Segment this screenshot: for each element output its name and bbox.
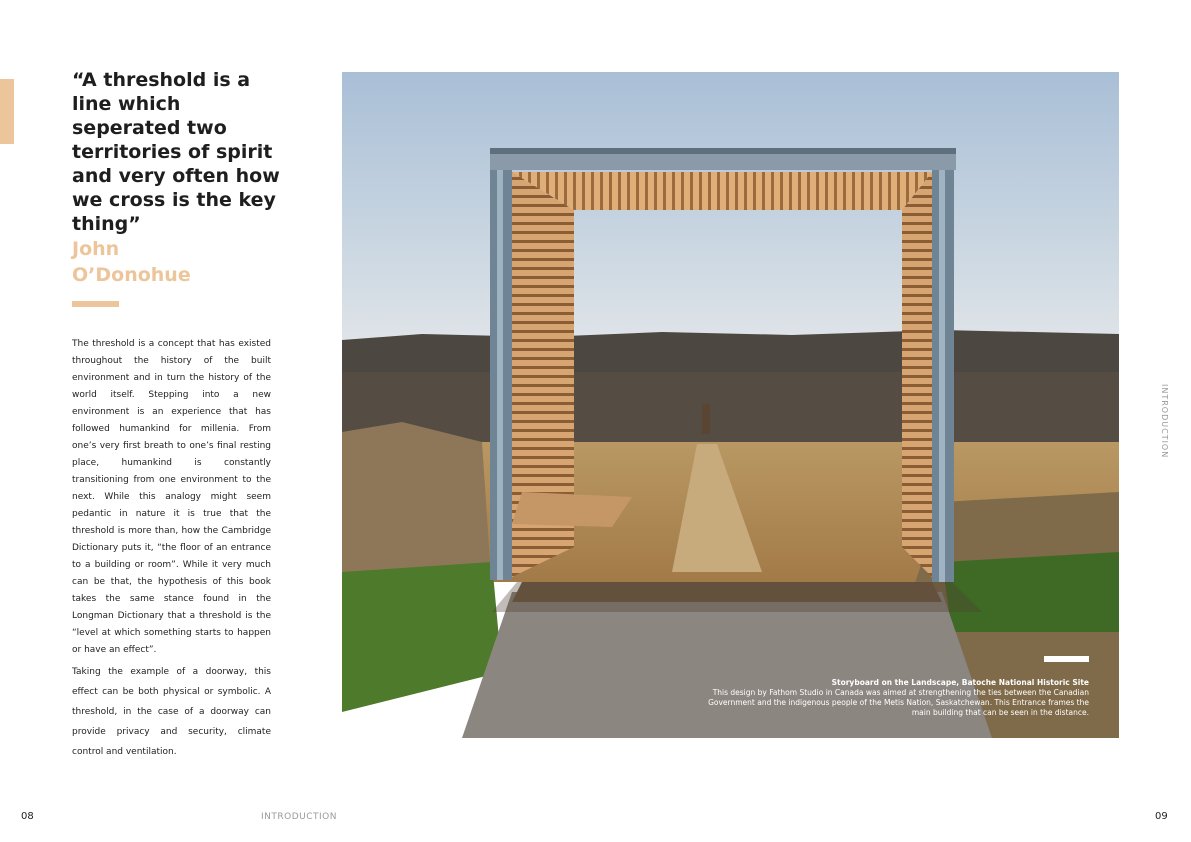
- accent-rule: [72, 301, 119, 307]
- author-first-name: John: [72, 238, 120, 260]
- footer-section-label: INTRODUCTION: [261, 812, 337, 822]
- photo-caption: [689, 678, 1089, 718]
- threshold-photo: [342, 72, 1119, 738]
- body-paragraph-1: The threshold is a concept that has existed throughout the history of the built environment and in turn the history of the world itself. Stepping into a new environment is an experience that has followed humankind for millenia. From one’s very first breath to one’s final resting place, humankind is constantly transitioning from one environment to the next. While this analogy might seem pedantic in nature it is true that the threshold is more than, how the Cambridge Dictionary puts it, “the floor of an entrance to a building or room”. While it very much can be that, the hypothesis of this book takes the same stance found in the Longman Dictionary that a threshold is the “level at which something starts to happen or have an effect”.: [72, 339, 271, 655]
- left-page-number: 08: [21, 811, 34, 822]
- section-side-label: INTRODUCTION: [1160, 384, 1169, 459]
- landscape-gate-illustration: [342, 72, 1119, 738]
- right-page-number: 09: [1155, 811, 1168, 822]
- caption-accent-bar: [1044, 656, 1089, 662]
- author-last-name: O’Donohue: [72, 264, 191, 286]
- body-paragraph-2: Taking the example of a doorway, this effect can be both physical or symbolic. A threshold, in the case of a doorway can provide privacy and security, climate control and ventilation.: [72, 667, 271, 757]
- caption-text: This design by Fathom Studio in Canada was aimed at strengthening the ties between the Canadian Government and the indigenous people of the Metis Nation, Saskatchewan. This Entrance frames the main building that can be seen in the distance.: [708, 688, 1089, 717]
- pull-quote: “A threshold is a line which seperated two territories of spirit and very often how we cross is the key thing”: [72, 69, 280, 235]
- section-tab-marker: [0, 79, 14, 144]
- caption-title: Storyboard on the Landscape, Batoche National Historic Site: [831, 678, 1089, 687]
- quote-author: [72, 236, 272, 288]
